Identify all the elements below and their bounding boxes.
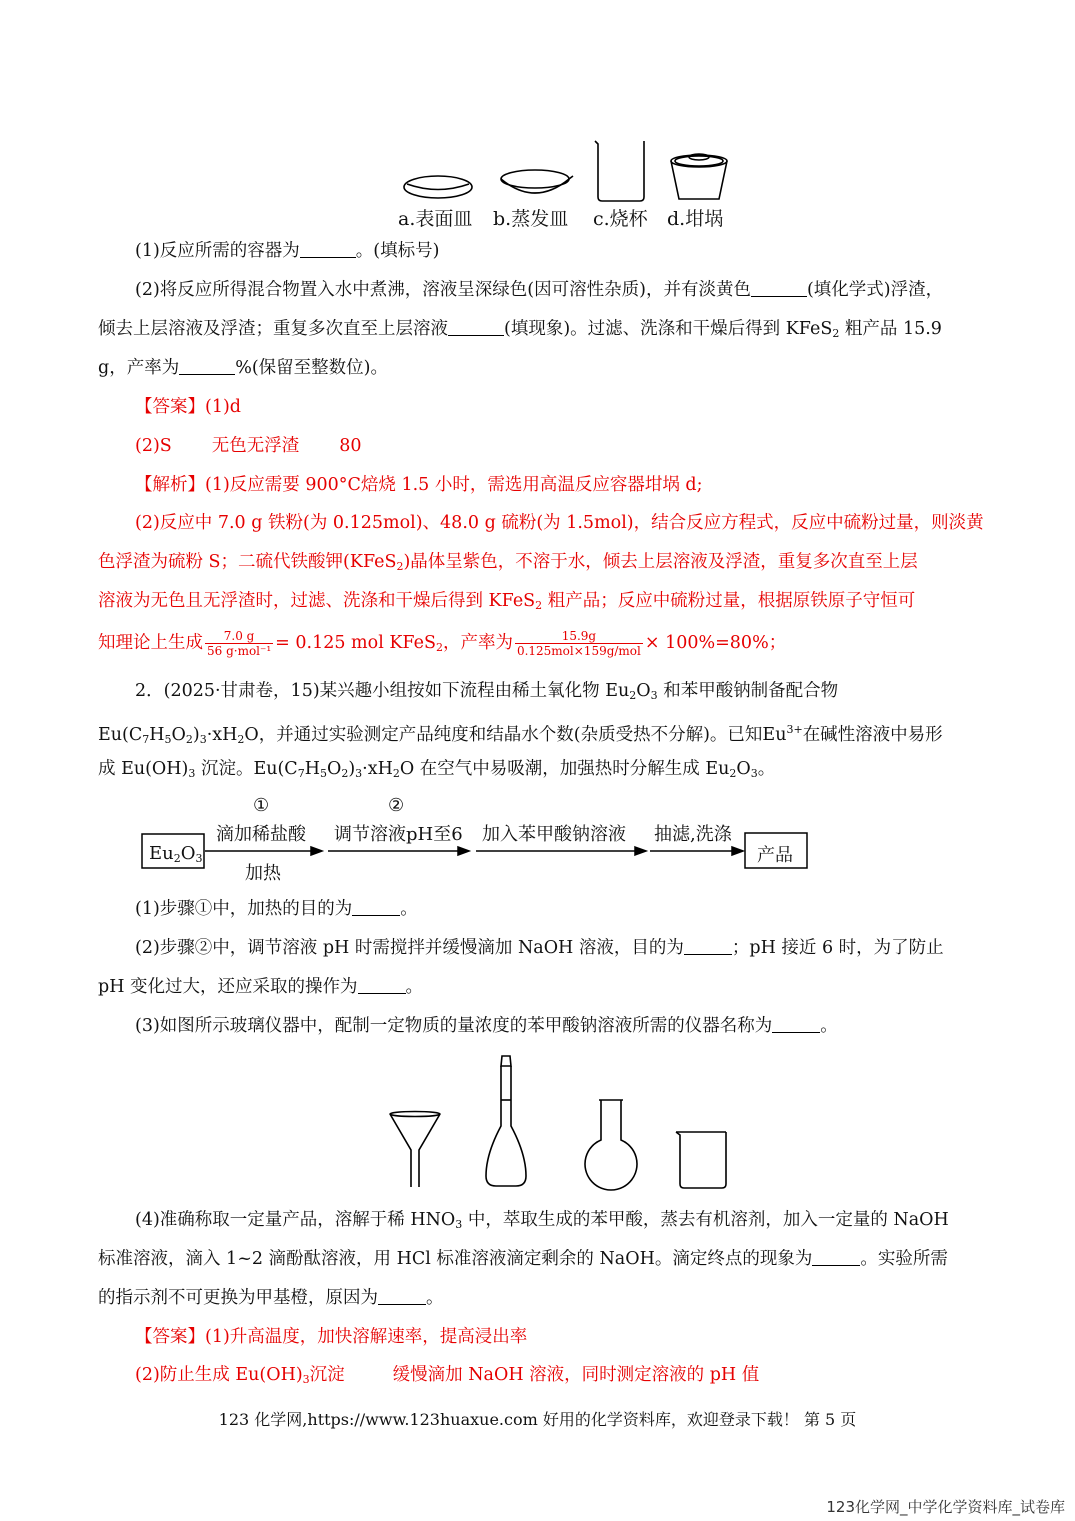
explanation-1-line-1: 【解析】(1)反应需要 900°C焙烧 1.5 小时，需选用高温反应容器坩埚 d; [135,475,703,495]
question-2-line-1: 2．(2025·甘肃卷，15)某兴趣小组按如下流程由稀土氧化物 $Eu_2O_3$ 和苯甲酸钠制备配合物 [135,681,839,702]
question-1-part-2-line-1: (2)将反应所得混合物置入水中煮沸，溶液呈深绿色(因可溶性杂质)，并有淡黄色 (填化学式)浮渣， [135,280,944,300]
flow-arrow-lines [205,847,743,855]
explanation-1-line-5: 知理论上生成 $\frac{7.0 g}{\text{56 g·mol⁻¹}}$ = 0.125 mol KFeS$_2$，产率为 $\frac{15.9g}{\text{0.125mol×159g/mol}}$ × 100%=80%； [98,629,787,658]
round-bottom-flask-drawing [585,1100,637,1190]
question-1-part-2-line-3: g，产率为 %(保留至整数位)。 [98,358,388,378]
label-evaporating-dish: b.蒸发皿 [493,208,569,230]
question-2-part-4-line-1: (4)准确称取一定量产品，溶解于稀 $HNO_3$ 中，萃取生成的苯甲酸，蒸去有机溶剂，加入一定量的 NaOH [135,1210,949,1231]
flow-end-label: 产品 [757,845,793,866]
fraction-yield: $\frac{15.9g}{\text{0.125mol×159g/mol}}$ [516,629,641,658]
label-crucible: d.坩埚 [667,208,724,230]
question-2-part-2-line-1: (2)步骤②中，调节溶液 pH 时需搅拌并缓慢滴加 NaOH 溶液，目的为 ；pH 接近 6 时，为了防止 [135,938,944,958]
question-2-part-4-line-2: 标准溶液，滴入 1~2 滴酚酞溶液，用 HCl 标准溶液滴定剩余的 NaOH。滴定终点的现象为 。实验所需 [98,1249,948,1269]
answer-2-line-2: (2)防止生成 $Eu(OH)_3$沉淀 缓慢滴加 NaOH 溶液，同时测定溶液的 pH 值 [135,1365,760,1386]
fraction-moles-iron: $\frac{7.0 g}{\text{56 g·mol⁻¹}}$ [207,629,272,658]
beaker-small-drawing [676,1132,726,1188]
watermark: 123化学网_中学化学资料库_试卷库 [826,1498,1065,1516]
flow-step-1-number: ① [253,795,270,816]
answer-tag: 【答案】 [135,1327,205,1347]
answer-blank[interactable] [772,1016,820,1033]
flow-step-2-number: ② [388,795,405,816]
answer-blank[interactable] [684,938,732,955]
flow-step-4-top: 抽滤,洗涤 [654,824,732,845]
question-2-line-2: $Eu(C_7H_5O_2)_3\cdot xH_2O$，并通过实验测定产品纯度和结晶水个数(杂质受热不分解)。已知$Eu^{3+}$在碱性溶液中易形 [98,723,943,746]
answer-blank[interactable] [448,319,504,336]
flow-step-3-top: 加入苯甲酸钠溶液 [482,824,626,845]
evaporating-dish-drawing [501,170,573,193]
question-1-part-2-line-2: 倾去上层溶液及浮渣；重复多次直至上层溶液 (填现象)。过滤、洗涤和干燥后得到 KFeS$_2$ 粗产品 15.9 [98,319,942,340]
flow-start-label: $Eu_2O_3$ [149,843,203,865]
explanation-1-line-4: 溶液为无色且无浮渣时，过滤、洗涤和干燥后得到 KFeS$_2$ 粗产品；反应中硫粉过量，根据原铁原子守恒可 [98,591,916,612]
question-2-part-3: (3)如图所示玻璃仪器中，配制一定物质的量浓度的苯甲酸钠溶液所需的仪器名称为 。 [135,1016,838,1036]
answer-blank[interactable] [812,1249,860,1266]
flow-step-1-top: 滴加稀盐酸 [216,824,306,845]
flow-step-2-top: 调节溶液pH至6 [334,824,463,845]
answer-blank[interactable] [300,241,356,258]
funnel-drawing [390,1112,440,1188]
question-2-line-3: 成 $Eu(OH)_3$ 沉淀。$Eu(C_7H_5O_2)_3\cdot xH_2O$ 在空气中易吸潮，加强热时分解生成 $Eu_2O_3$。 [98,759,776,780]
answer-blank[interactable] [352,899,400,916]
answer-blank[interactable] [179,358,235,375]
answer-2-line-1: 【答案】(1)升高温度，加快溶解速率，提高浸出率 [135,1327,528,1347]
glassware-illustration [380,1052,740,1192]
answer-1-line-2: (2)S 无色无浮渣 80 [135,436,362,456]
explanation-1-line-2: (2)反应中 7.0 g 铁粉(为 0.125mol)、48.0 g 硫粉(为 1.5mol)，结合反应方程式，反应中硫粉过量，则淡黄 [135,513,984,533]
crucible-drawing [671,154,727,199]
question-2-part-4-line-3: 的指示剂不可更换为甲基橙，原因为 。 [98,1288,444,1308]
volumetric-flask-drawing [486,1056,526,1186]
question-2-part-1: (1)步骤①中，加热的目的为 。 [135,899,418,919]
answer-blank[interactable] [378,1288,426,1305]
label-beaker: c.烧杯 [593,208,648,230]
page-footer: 123 化学网,https://www.123huaxue.com 好用的化学资料库，欢迎登录下载！ 第 5 页 [218,1410,857,1429]
answer-tag: 【答案】 [135,397,205,417]
apparatus-illustration-top [395,135,735,205]
label-watch-glass: a.表面皿 [398,208,473,230]
answer-blank[interactable] [751,280,807,297]
flow-step-1-bottom: 加热 [245,863,281,884]
explanation-1-line-3: 色浮渣为硫粉 S；二硫代铁酸钾(KFeS$_2$)晶体呈紫色，不溶于水，倾去上层溶液及浮渣，重复多次直至上层 [98,552,918,573]
beaker-drawing [595,141,644,201]
question-2-part-2-line-2: pH 变化过大，还应采取的操作为 。 [98,977,424,997]
explanation-tag: 【解析】 [135,475,205,495]
answer-1-line-1: 【答案】(1)d [135,397,241,417]
answer-blank[interactable] [358,977,406,994]
question-1-part-1: (1)反应所需的容器为 。(填标号) [135,241,440,261]
watch-glass-drawing [404,176,472,198]
